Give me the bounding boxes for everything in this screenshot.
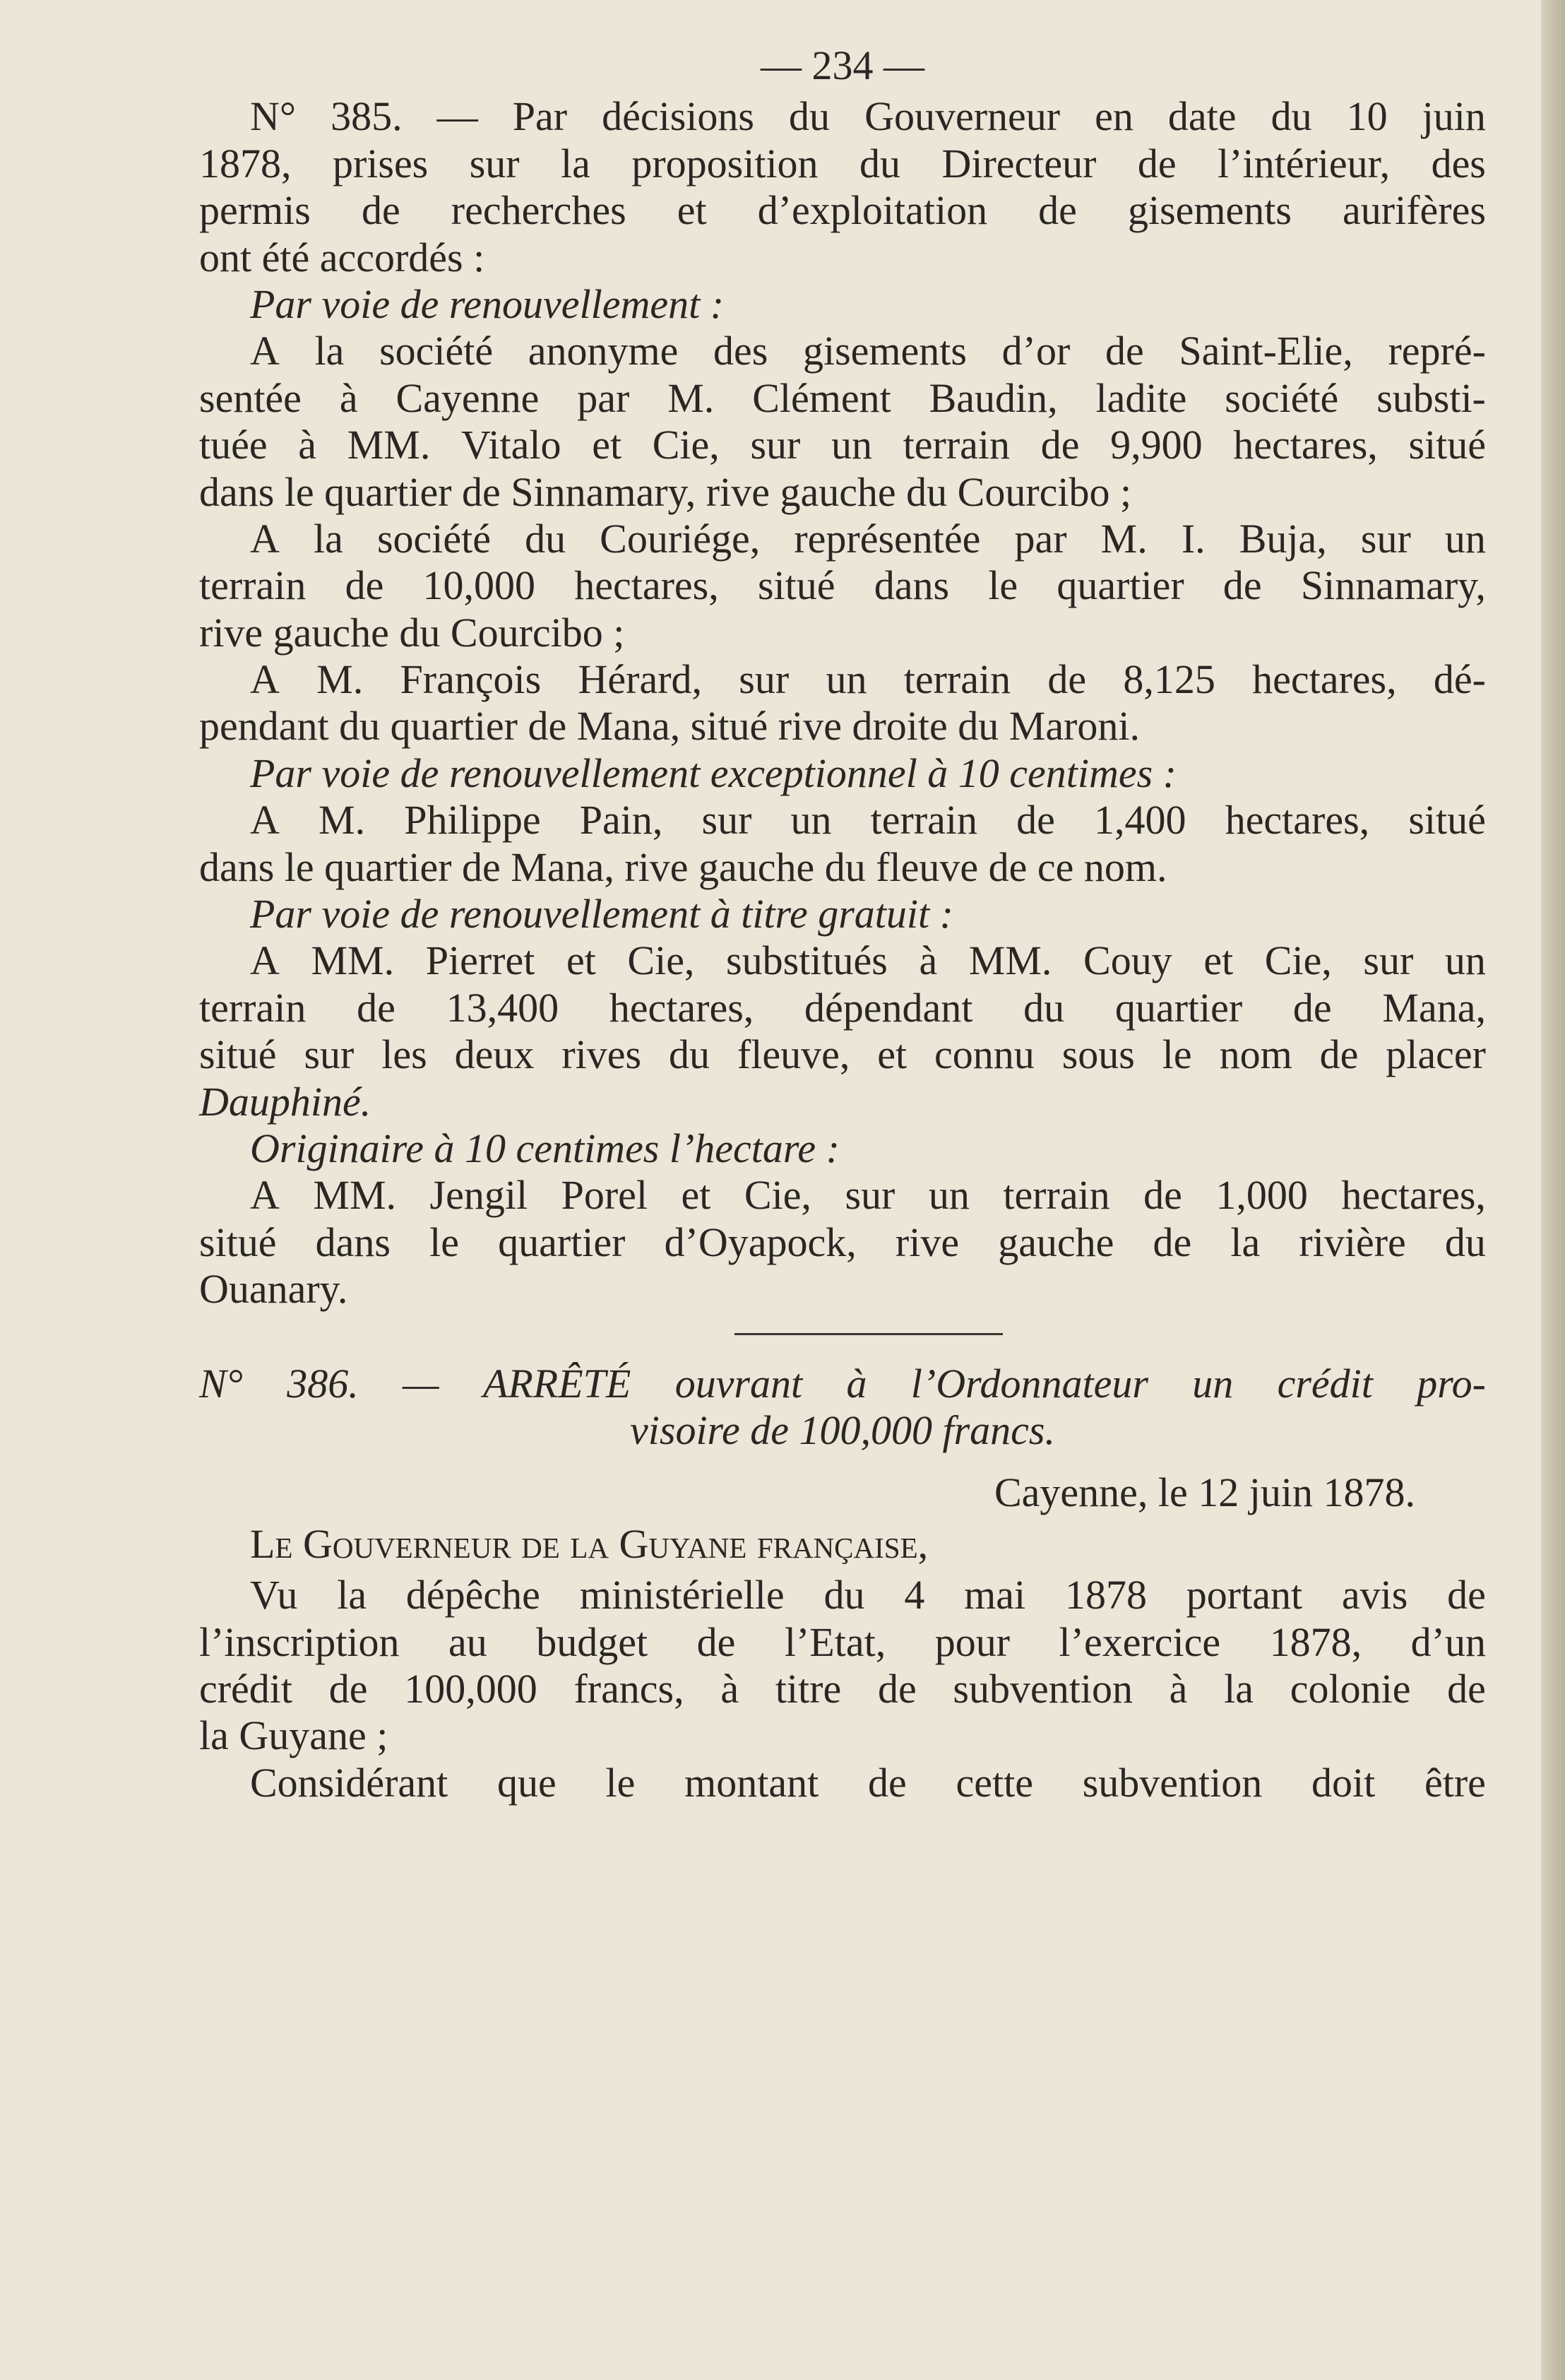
body-line: tuée à MM. Vitalo et Cie, sur un terrain de 9,900 hectares, situé [199, 422, 1486, 468]
body-line: dans le quartier de Mana, rive gauche du fleuve de ce nom. [199, 843, 1167, 890]
body-line: A la société du Couriége, représentée par M. I. Buja, sur un [250, 515, 1486, 562]
body-line: A MM. Pierret et Cie, substitués à MM. Couy et Cie, sur un [250, 937, 1486, 984]
body-line: situé dans le quartier d’Oyapock, rive gauche de la rivière du [199, 1219, 1486, 1265]
section-title: Par voie de renouvellement à titre gratuit : [250, 891, 953, 937]
body-line: A la société anonyme des gisements d’or de Saint-Elie, repré- [250, 328, 1486, 374]
body-line: sentée à Cayenne par M. Clément Baudin, ladite société substi- [199, 374, 1486, 421]
section-title: Par voie de renouvellement : [250, 280, 725, 327]
body-line: terrain de 13,400 hectares, dépendant du quartier de Mana, [199, 984, 1486, 1031]
governor-line: Le Gouverneur de la Guyane française, [250, 1520, 929, 1567]
body-line: Considérant que le montant de cette subvention doit être [250, 1759, 1486, 1806]
body-line: ont été accordés : [199, 234, 485, 280]
page-number: — 234 — [761, 42, 924, 88]
body-line: l’inscription au budget de l’Etat, pour l’exercice 1878, d’un [199, 1618, 1486, 1665]
body-line: rive gauche du Courcibo ; [199, 609, 625, 656]
body-line: A M. Philippe Pain, sur un terrain de 1,400 hectares, situé [250, 797, 1486, 843]
body-line: 1878, prises sur la proposition du Directeur de l’intérieur, des [199, 140, 1486, 187]
body-line: Ouanary. [199, 1266, 348, 1313]
decree-heading: visoire de 100,000 francs. [630, 1407, 1055, 1453]
body-line: crédit de 100,000 francs, à titre de subvention à la colonie de [199, 1665, 1486, 1712]
section-title: Originaire à 10 centimes l’hectare : [250, 1125, 840, 1171]
decree-386 [199, 1361, 1486, 1807]
body-line: pendant du quartier de Mana, situé rive droite du Maroni. [199, 703, 1140, 750]
page-text [199, 42, 1486, 1806]
body-line: Vu la dépêche ministérielle du 4 mai 1878 portant avis de [250, 1572, 1486, 1618]
body-line: Dauphiné. [199, 1078, 371, 1125]
section-title: Par voie de renouvellement exceptionnel à 10 centimes : [250, 750, 1177, 796]
body-line: A MM. Jengil Porel et Cie, sur un terrain de 1,000 hectares, [250, 1172, 1486, 1219]
body-line: situé sur les deux rives du fleuve, et connu sous le nom de placer [199, 1031, 1486, 1078]
page-binding-edge [1541, 0, 1565, 2380]
decision-385 [199, 93, 1486, 1313]
decree-heading: N° 386. — ARRÊTÉ ouvrant à l’Ordonnateur un crédit pro- [199, 1360, 1486, 1407]
body-line: permis de recherches et d’exploitation de gisements aurifères [199, 187, 1486, 234]
body-line: la Guyane ; [199, 1712, 388, 1759]
body-line: dans le quartier de Sinnamary, rive gauche du Courcibo ; [199, 468, 1132, 515]
place-date: Cayenne, le 12 juin 1878. [994, 1469, 1415, 1516]
body-line: N° 385. — Par décisions du Gouverneur en date du 10 juin [250, 93, 1486, 140]
body-line: terrain de 10,000 hectares, situé dans le quartier de Sinnamary, [199, 562, 1486, 609]
body-line: A M. François Hérard, sur un terrain de 8,125 hectares, dé- [250, 656, 1486, 703]
